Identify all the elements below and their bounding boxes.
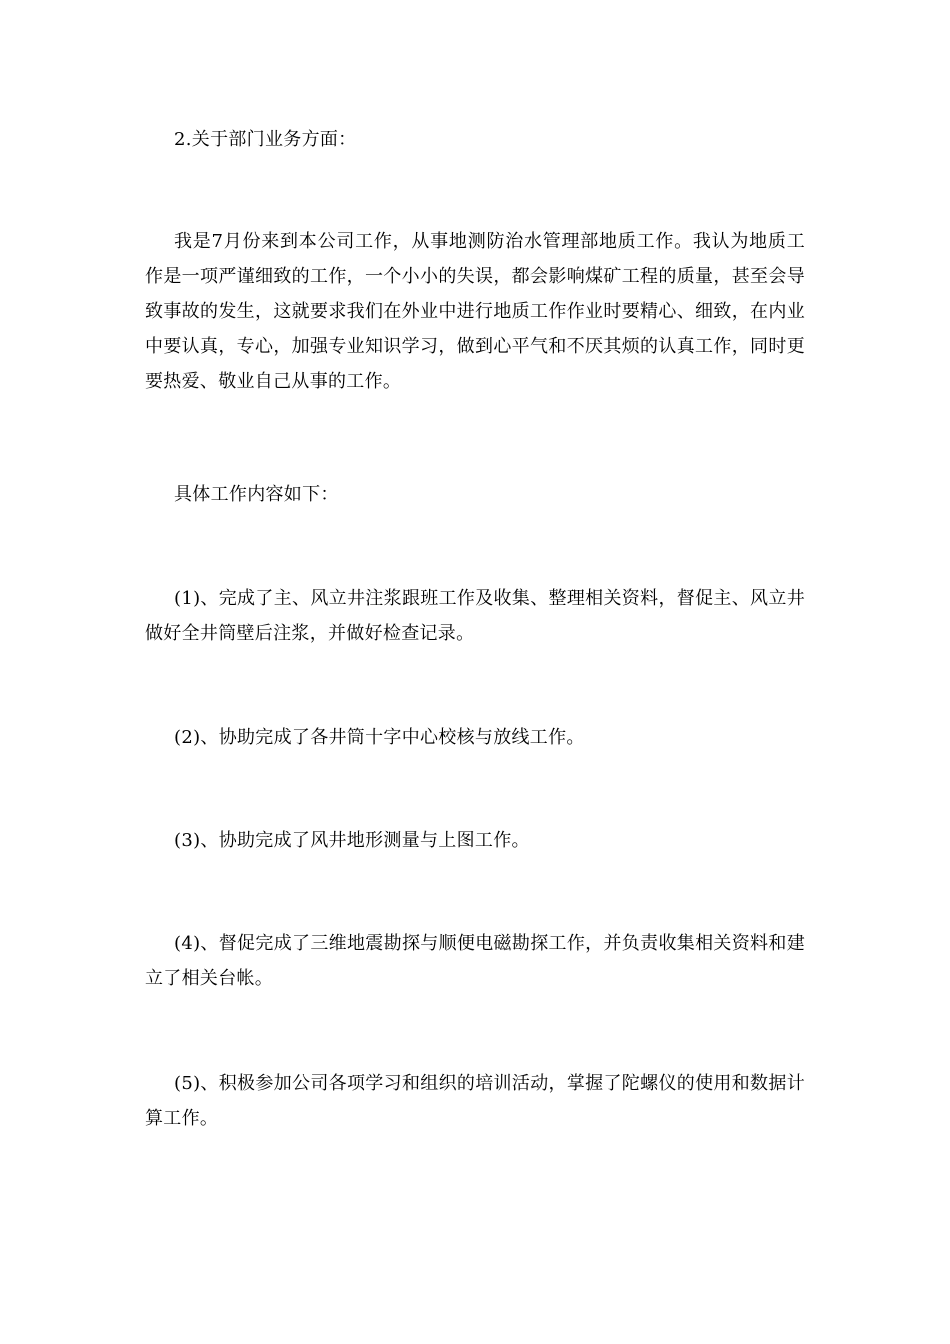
list-item: (3)、协助完成了风井地形测量与上图工作。 — [174, 830, 530, 851]
list-intro: 具体工作内容如下： — [174, 484, 339, 505]
list-item: (2)、协助完成了各井筒十字中心校核与放线工作。 — [174, 727, 585, 748]
list-item: (4)、督促完成了三维地震勘探与顺便电磁勘探工作，并负责收集相关资料和建立了相关台帐。 — [145, 933, 805, 989]
intro-paragraph: 我是7月份来到本公司工作，从事地测防治水管理部地质工作。我认为地质工作是一项严谨细致的工作，一个小小的失误，都会影响煤矿工程的质量，甚至会导致事故的发生，这就要求我们在外业中进行地质工作作业时要精心、细致，在内业中要认真，专心，加强专业知识学习，做到心平气和不厌其烦的认真工作，同时更要热爱、敬业自己从事的工作。 — [145, 231, 805, 392]
list-item: (5)、积极参加公司各项学习和组织的培训活动，掌握了陀螺仪的使用和数据计算工作。 — [145, 1073, 805, 1129]
section-heading: 2.关于部门业务方面： — [174, 129, 357, 150]
list-item: (1)、完成了主、风立井注浆跟班工作及收集、整理相关资料，督促主、风立井做好全井筒壁后注浆，并做好检查记录。 — [145, 588, 805, 644]
